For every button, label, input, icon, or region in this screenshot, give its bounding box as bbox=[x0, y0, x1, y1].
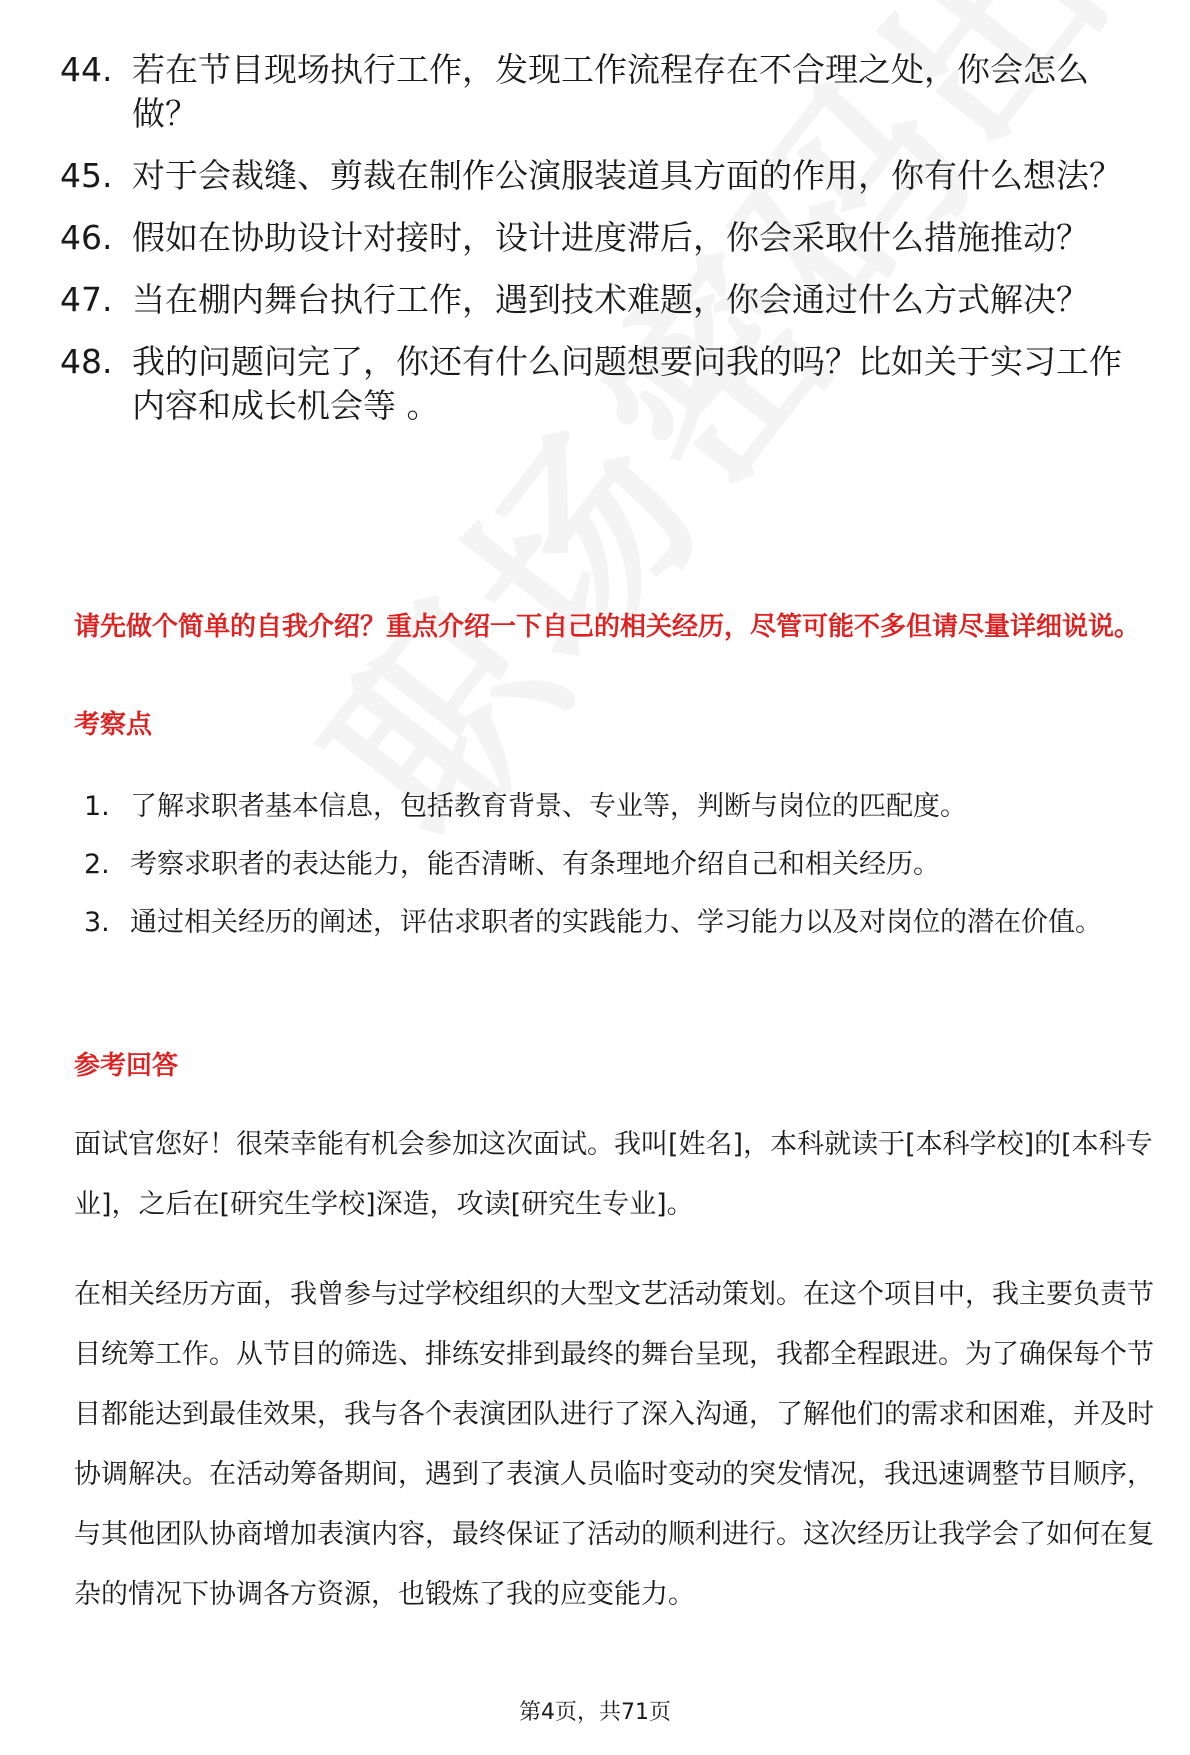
point-item bbox=[84, 836, 1159, 894]
points-label: 考察点 bbox=[74, 710, 153, 740]
question-number: 48. bbox=[60, 342, 113, 381]
answer-paragraph: 面试官您好！很荣幸能有机会参加这次面试。我叫[姓名]，本科就读于[本科学校]的[本科专业]，之后在[研究生学校]深造，攻读[研究生专业]。 bbox=[74, 1129, 1153, 1220]
question-text: 若在节目现场执行工作，发现工作流程存在不合理之处，你会怎么做？ bbox=[132, 50, 1089, 133]
point-text: 通过相关经历的阐述，评估求职者的实践能力、学习能力以及对岗位的潜在价值。 bbox=[130, 907, 1102, 938]
point-text: 了解求职者基本信息，包括教育背景、专业等，判断与岗位的匹配度。 bbox=[130, 791, 967, 822]
section-question: 请先做个简单的自我介绍？重点介绍一下自己的相关经历，尽管可能不多但请尽量详细说说。 bbox=[74, 612, 1141, 642]
question-item bbox=[60, 340, 1150, 428]
point-number: 1. bbox=[84, 791, 110, 822]
question-list bbox=[60, 48, 1150, 446]
question-item bbox=[60, 278, 1150, 322]
question-number: 47. bbox=[60, 280, 113, 319]
answer-label: 参考回答 bbox=[74, 1051, 179, 1081]
question-text: 假如在协助设计对接时，设计进度滞后，你会采取什么措施推动？ bbox=[132, 218, 1089, 257]
question-number: 46. bbox=[60, 218, 113, 257]
answer-paragraph: 在相关经历方面，我曾参与过学校组织的大型文艺活动策划。在这个项目中，我主要负责节目统筹工作。从节目的筛选、排练安排到最终的舞台呈现，我都全程跟进。为了确保每个节目都能达到最佳效果，我与各个表演团队进行了深入沟通，了解他们的需求和困难，并及时协调解决。在活动筹备期间，遇到了表演人员临时变动的突发情况，我迅速调整节目顺序，与其他团队协商增加表演内容，最终保证了活动的顺利进行。这次经历让我学会了如何在复杂的情况下协调各方资源，也锻炼了我的应变能力。 bbox=[74, 1279, 1154, 1610]
points-list bbox=[84, 778, 1159, 952]
question-number: 45. bbox=[60, 156, 113, 195]
question-item bbox=[60, 48, 1150, 136]
point-item bbox=[84, 778, 1159, 836]
question-text: 当在棚内舞台执行工作，遇到技术难题，你会通过什么方式解决？ bbox=[132, 280, 1089, 319]
point-number: 3. bbox=[84, 907, 110, 938]
point-item bbox=[84, 894, 1159, 952]
question-item bbox=[60, 154, 1150, 198]
question-number: 44. bbox=[60, 50, 113, 89]
question-text: 对于会裁缝、剪裁在制作公演服装道具方面的作用，你有什么想法？ bbox=[132, 156, 1122, 195]
question-item bbox=[60, 216, 1150, 260]
point-number: 2. bbox=[84, 849, 110, 880]
point-text: 考察求职者的表达能力，能否清晰、有条理地介绍自己和相关经历。 bbox=[130, 849, 940, 880]
page-footer: 第4页，共71页 bbox=[519, 1700, 671, 1725]
question-text: 我的问题问完了，你还有什么问题想要问我的吗？比如关于实习工作内容和成长机会等 。 bbox=[132, 342, 1122, 425]
